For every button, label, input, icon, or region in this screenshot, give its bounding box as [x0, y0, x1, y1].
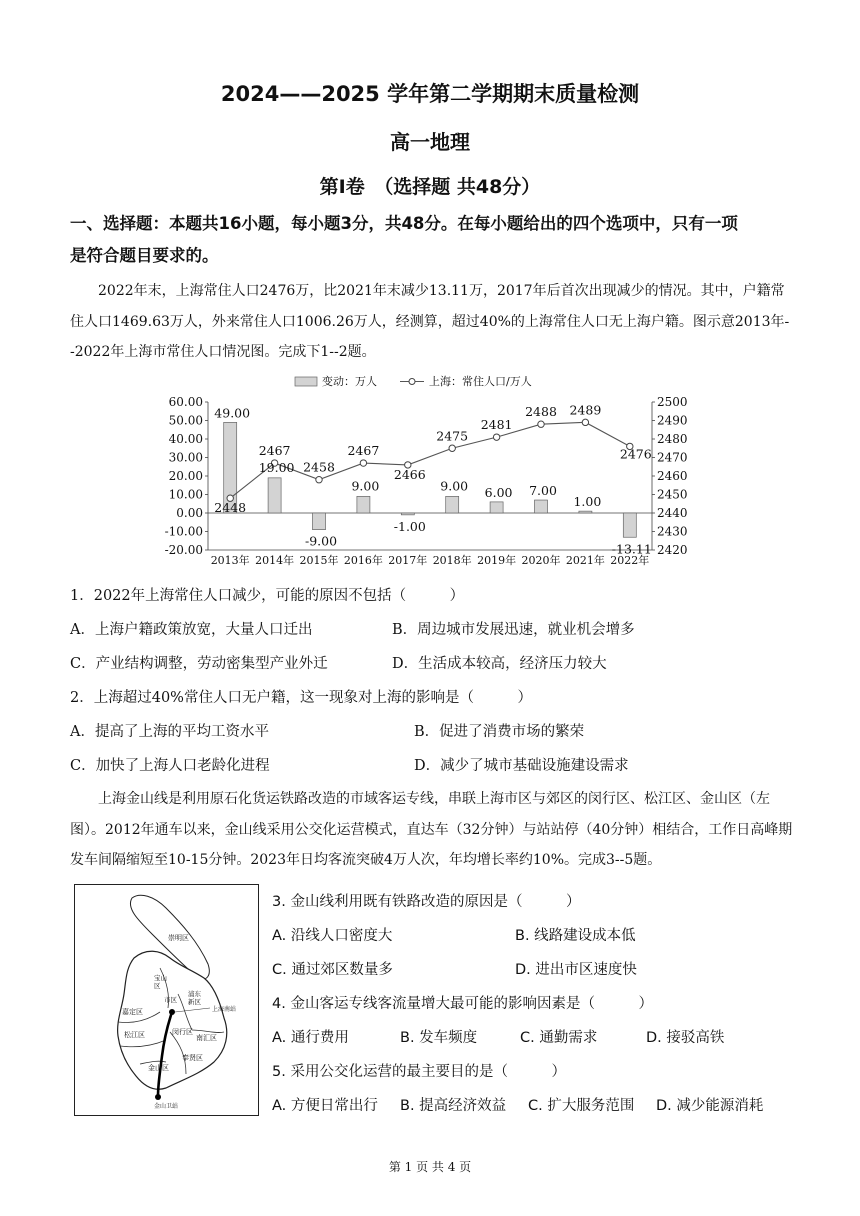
q4-option-c: C. 通勤需求 [520, 1030, 598, 1046]
left-tick-label: 30.00 [168, 450, 203, 465]
left-tick-label: 20.00 [168, 469, 203, 483]
population-point [538, 421, 544, 427]
q5-option-d: D. 减少能源消耗 [656, 1098, 764, 1114]
x-tick-label: 2018年 [432, 554, 472, 567]
jinshanwei-station-dot [155, 1094, 161, 1100]
population-point [582, 419, 588, 425]
q3-option-c: C. 通过郊区数量多 [272, 962, 393, 978]
section-heading-line1: 一、选择题：本题共16小题，每小题3分，共48分。在每小题给出的四个选项中，只有一项 [70, 214, 738, 233]
q5-option-c: C. 扩大服务范围 [528, 1098, 635, 1114]
volume-title: 第Ⅰ卷 （选择题 共48分） [319, 176, 541, 198]
left-tick-label: -10.00 [164, 524, 203, 539]
bar [268, 478, 281, 513]
line-data-label: 2476 [619, 446, 652, 462]
q3-option-d: D. 进出市区速度快 [515, 962, 637, 978]
right-tick-label: 2470 [657, 450, 688, 465]
bar-data-label: 49.00 [214, 405, 251, 421]
shanghai-south-station-dot [169, 1009, 175, 1015]
population-point [449, 445, 455, 451]
line-data-label: 2448 [214, 500, 247, 516]
right-tick-label: 2450 [657, 487, 688, 502]
bar [401, 513, 414, 515]
left-tick-label: 10.00 [168, 487, 203, 502]
jinshan-label: 金山区 [148, 1064, 169, 1072]
chongming-label: 崇明区 [168, 934, 189, 942]
q2-option-c: C．加快了上海人口老龄化进程 [70, 758, 270, 774]
line-data-label: 2481 [480, 417, 513, 433]
jinshanwei-station-label: 金山卫站 [154, 1103, 179, 1110]
q1-option-c: C．产业结构调整，劳动密集型产业外迁 [70, 656, 328, 672]
legend-bar-label: 变动：万人 [322, 375, 377, 388]
q2-option-a: A．提高了上海的平均工资水平 [70, 724, 269, 740]
shanghai-south-station-label: 上海南站 [212, 1006, 237, 1013]
q1-option-a: A．上海户籍政策放宽，大量人口迁出 [70, 622, 313, 638]
population-point [316, 477, 322, 483]
q1-stem: 1．2022年上海常住人口减少，可能的原因不包括（ ） [70, 588, 465, 604]
line-data-label: 2458 [303, 459, 335, 475]
q4-stem: 4. 金山客运专线客流量增大最可能的影响因素是（ ） [272, 996, 653, 1012]
line-data-label: 2467 [347, 443, 380, 459]
right-tick-label: 2430 [657, 524, 688, 539]
baoshan-label: 宝山区 [154, 974, 167, 990]
left-tick-label: 50.00 [168, 413, 203, 428]
right-tick-label: 2500 [657, 395, 688, 409]
line-data-label: 2466 [393, 466, 426, 482]
population-chart [150, 372, 720, 578]
urban-district-label: 市区 [164, 996, 177, 1004]
line-data-label: 2475 [436, 428, 469, 444]
line-data-label: 2488 [525, 404, 557, 420]
minhang-label: 闵行区 [172, 1028, 193, 1036]
q5-stem: 5. 采用公交化运营的最主要目的是（ ） [272, 1064, 566, 1080]
left-tick-label: 0.00 [176, 506, 203, 520]
right-tick-label: 2480 [657, 432, 688, 446]
right-tick-label: 2440 [657, 506, 688, 520]
x-tick-label: 2022年 [610, 554, 650, 567]
q1-option-d: D．生活成本较高，经济压力较大 [392, 656, 607, 672]
x-tick-label: 2014年 [255, 554, 295, 567]
legend-line-label: 上海：常住人口/万人 [429, 375, 532, 388]
x-tick-label: 2021年 [565, 554, 605, 567]
x-tick-label: 2013年 [210, 554, 250, 567]
q3-option-a: A. 沿线人口密度大 [272, 928, 393, 944]
bar-data-label: -13.11 [611, 541, 652, 557]
bar-data-label: 19.00 [258, 459, 295, 475]
q2-option-b: B．促进了消费市场的繁荣 [414, 724, 585, 740]
bar-data-label: 6.00 [484, 484, 513, 500]
bar [313, 513, 326, 530]
bar-data-label: 1.00 [573, 494, 602, 510]
exam-subject: 高一地理 [390, 130, 470, 154]
exam-title: 2024——2025 学年第二学期期末质量检测 [220, 82, 640, 106]
bar [535, 500, 548, 513]
q4-option-a: A. 通行费用 [272, 1030, 349, 1046]
x-tick-label: 2017年 [388, 554, 428, 567]
q1-option-b: B．周边城市发展迅速，就业机会增多 [392, 622, 635, 638]
jiading-label: 嘉定区 [122, 1008, 143, 1016]
bar-data-label: 9.00 [440, 478, 469, 494]
q5-option-b: B. 提高经济效益 [400, 1098, 507, 1114]
right-tick-label: 2460 [657, 469, 688, 483]
q2-stem: 2．上海超过40%常住人口无户籍，这一现象对上海的影响是（ ） [70, 690, 532, 706]
x-tick-label: 2015年 [299, 554, 339, 567]
x-tick-label: 2020年 [521, 554, 561, 567]
left-tick-label: 60.00 [168, 395, 203, 409]
passage-jinshan: 上海金山线是利用原石化货运铁路改造的市域客运专线，串联上海市区与郊区的闵行区、松江区、金山区（左图）。2012年通车以来，金山线采用公交化运营模式，直达车（32分钟）与站站停（40分钟）相结合，工作日高峰期发车间隔缩短至10-15分钟。2023年日均客流突破4万人次，年均增长率约10%。完成3--5题。 [70, 791, 793, 868]
bar-data-label: 7.00 [529, 483, 557, 499]
pudong-label: 浦东新区 [188, 990, 201, 1006]
bar [446, 496, 459, 513]
section-heading-line2: 是符合题目要求的。 [70, 246, 219, 265]
q2-option-d: D．减少了城市基础设施建设需求 [414, 758, 629, 774]
bar [357, 496, 370, 513]
bar [623, 513, 636, 537]
passage-population: 2022年末，上海常住人口2476万，比2021年末减少13.11万，2017年后首次出现减少的情况。其中，户籍常住人口1469.63万人，外来常住人口1006.26万人，经测算，超过40%的上海常住人口无上海户籍。图示意2013年--2022年上海市常住人口情况图。完成下1--2题。 [70, 283, 790, 360]
songjiang-label: 松江区 [124, 1031, 145, 1039]
left-tick-label: -20.00 [164, 543, 203, 557]
line-data-label: 2489 [569, 402, 602, 418]
shanghai-map [74, 884, 259, 1116]
section-heading [70, 208, 810, 272]
q3-stem: 3. 金山线利用既有铁路改造的原因是（ ） [272, 894, 581, 910]
nanhui-label: 南汇区 [196, 1034, 217, 1042]
q4-option-d: D. 接驳高铁 [646, 1030, 725, 1046]
legend-bar-swatch [295, 377, 317, 386]
population-point [493, 434, 499, 440]
q3-option-b: B. 线路建设成本低 [515, 928, 636, 944]
page-footer: 第 1 页 共 4 页 [388, 1160, 472, 1174]
q4-option-b: B. 发车频度 [400, 1030, 478, 1046]
bar-data-label: -1.00 [393, 518, 426, 534]
right-tick-label: 2420 [657, 543, 688, 557]
x-tick-label: 2019年 [477, 554, 517, 567]
line-data-label: 2467 [258, 443, 291, 459]
bar [579, 511, 592, 513]
x-tick-label: 2016年 [343, 554, 383, 567]
bar [490, 502, 503, 513]
population-point [360, 460, 366, 466]
bar-data-label: 9.00 [351, 478, 380, 494]
left-tick-label: 40.00 [168, 432, 203, 446]
bar-data-label: -9.00 [304, 533, 338, 549]
fengxian-label: 奉贤区 [182, 1054, 203, 1062]
legend-line-marker [409, 379, 415, 385]
right-tick-label: 2490 [657, 413, 688, 428]
q5-option-a: A. 方便日常出行 [272, 1098, 378, 1114]
